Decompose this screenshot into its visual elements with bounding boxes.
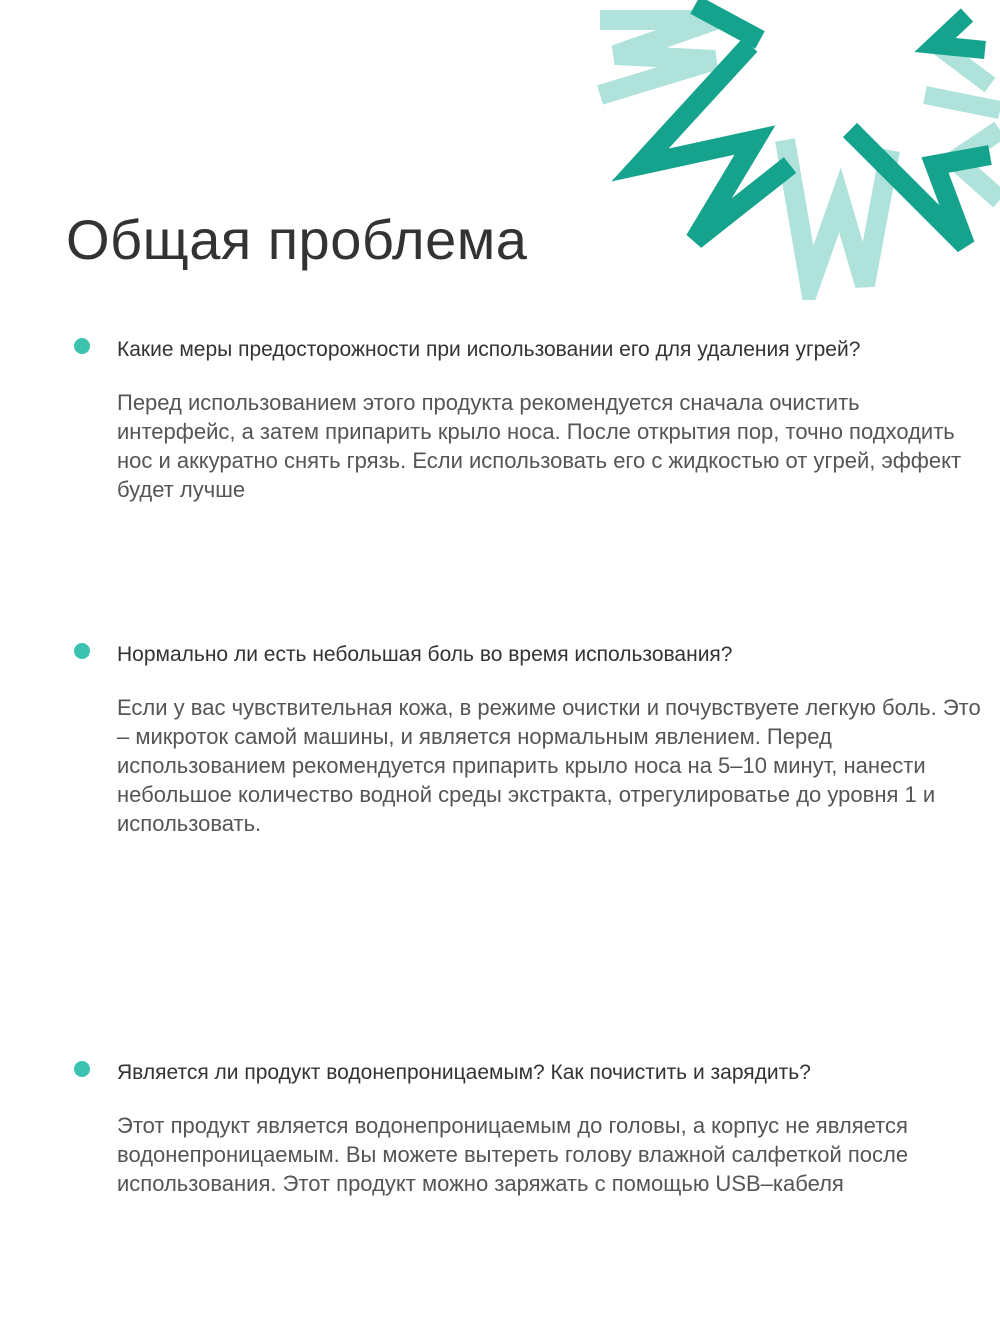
faq-question: Какие меры предосторожности при использовании его для удаления угрей? xyxy=(117,338,861,361)
faq-answer: Если у вас чувствительная кожа, в режиме очистки и почувствуете легкую боль. Это – микроток самой машины, и является нормальным явлением. Перед использованием рекомендуется припарить крыло носа на 5–10 минут, нанести небольшое количество водной среды экстракта, отрегулироватье до уровня 1 и использовать. xyxy=(117,695,981,836)
faq-answer: Этот продукт является водонепроницаемым до головы, а корпус не является водонепроницаемым. Вы можете вытереть голову влажной салфеткой после использования. Этот продукт можно заряжать с помощью USB–кабеля xyxy=(117,1113,909,1196)
faq-question: Является ли продукт водонепроницаемым? Как почистить и зарядить? xyxy=(117,1061,811,1084)
page-title: Общая проблема xyxy=(66,208,528,271)
zigzag-decoration-icon xyxy=(595,0,1000,300)
bullet-dot-icon xyxy=(74,1061,90,1077)
bullet-dot-icon xyxy=(74,338,90,354)
bullet-dot-icon xyxy=(74,643,90,659)
decor-light-zigzag-4 xyxy=(925,95,1000,110)
faq-question: Нормально ли есть небольшая боль во время использования? xyxy=(117,643,733,666)
faq-answer: Перед использованием этого продукта рекомендуется сначала очистить интерфейс, а затем припарить крыло носа. После открытия пор, точно подходить нос и аккуратно снять грязь. Если использовать его с жидкостью от угрей, эффект будет лучше xyxy=(117,390,962,502)
decor-dark-zigzag-4 xyxy=(935,15,985,50)
decor-light-zigzag-1 xyxy=(600,20,715,95)
